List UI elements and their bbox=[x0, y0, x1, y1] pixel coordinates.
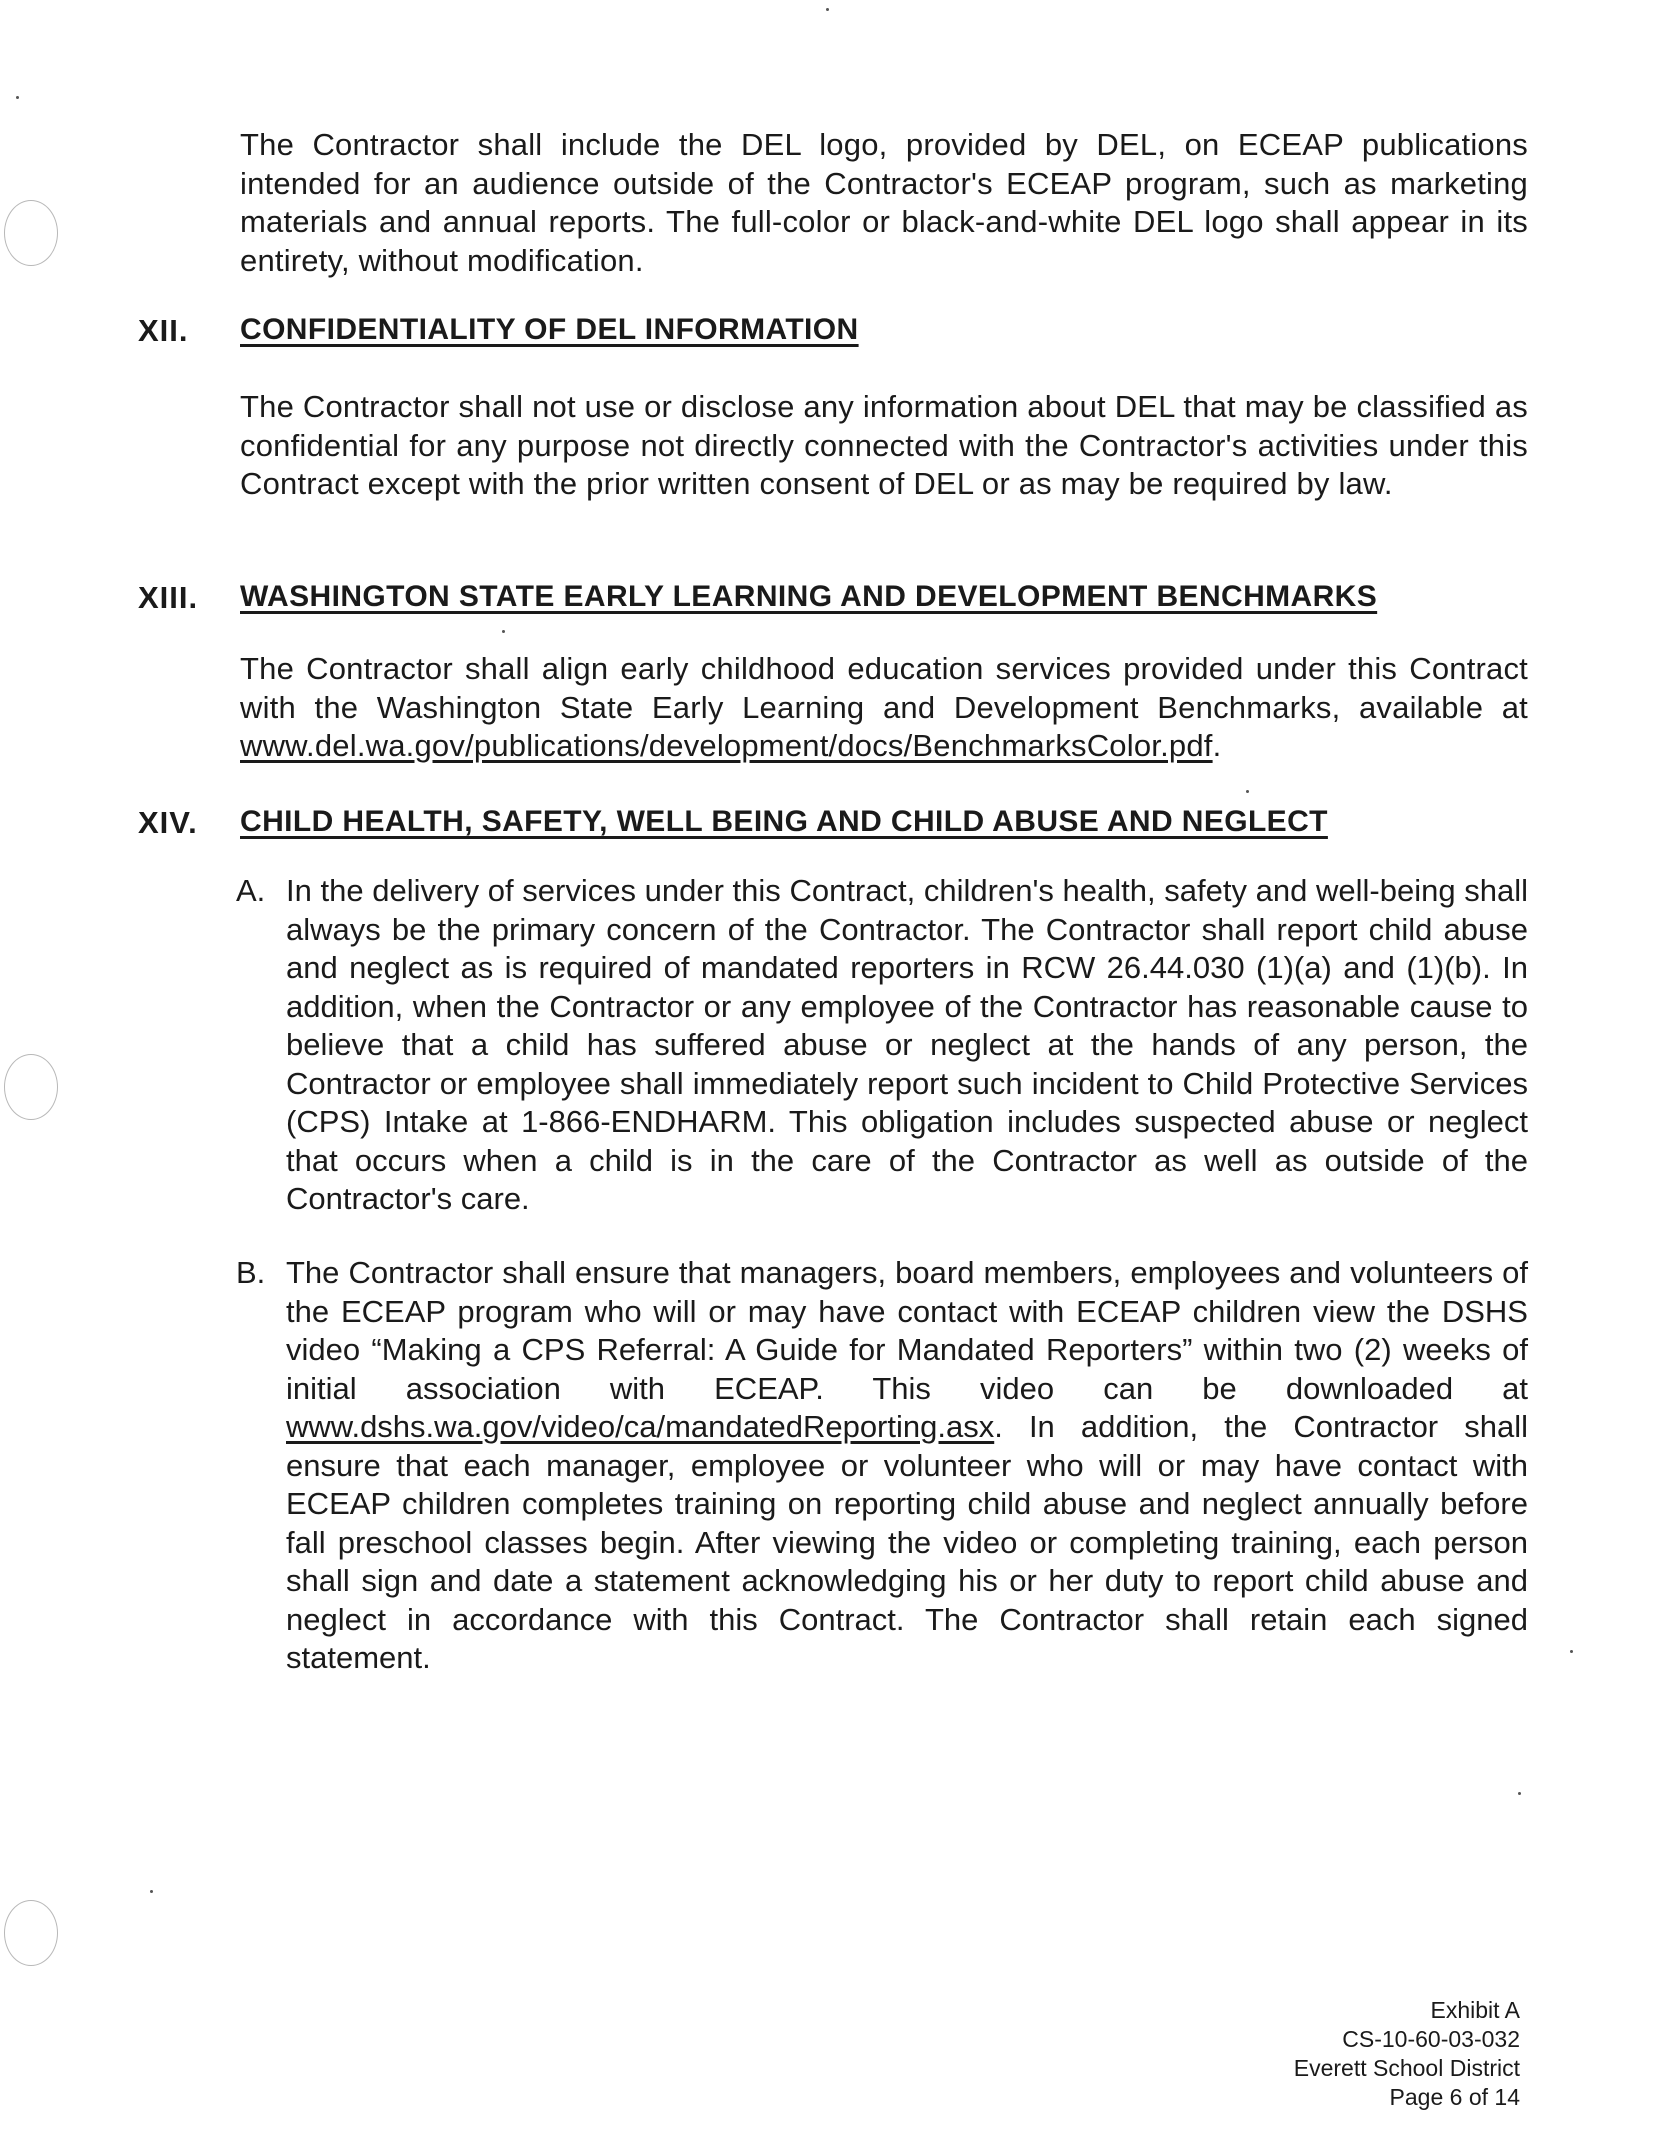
footer-page-number: Page 6 of 14 bbox=[1389, 2084, 1520, 2110]
list-item-a-text: In the delivery of services under this Contract, children's health, safety and well-being shall always be the primary concern of the Contractor. The Contractor shall report child abuse and neglect as is required of mandated reporters in RCW 26.44.030 (1)(a) and (1)(b). In addition, when the Contractor or any employee of the Contractor has reasonable cause to believe that a child has suffered abuse or neglect at the hands of any person, the Contractor or employee shall immediately report such incident to Child Protective Services (CPS) Intake at 1-866-ENDHARM. This obligation includes suspected abuse or neglect that occurs when a child is in the care of the Contractor as well as outside of the Contractor's care. bbox=[286, 873, 1528, 1216]
section-title-benchmarks: WASHINGTON STATE EARLY LEARNING AND DEVELOPMENT BENCHMARKS bbox=[240, 580, 1378, 613]
list-item-b-text-start: The Contractor shall ensure that managers, board members, employees and volunteers of the ECEAP program who will or may have contact with ECEAP children view the DSHS video “Making a CPS Referral: A Guide for Mandated Reporters” within two (2) weeks of initial association with ECEAP. This video can be downloaded at bbox=[286, 1255, 1528, 1406]
benchmarks-text: The Contractor shall align early childhood education services provided under this Contract with the Washington State Early Learning and Development Benchmarks, available at bbox=[240, 651, 1528, 725]
scan-speck bbox=[502, 630, 505, 633]
footer-exhibit: Exhibit A bbox=[1430, 1997, 1520, 2023]
list-item-b-text-end: . In addition, the Contractor shall ensure that each manager, employee or volunteer who will or may have contact with ECEAP children completes training on reporting child abuse and neglect annually before fall preschool classes begin. After viewing the video or completing training, each person shall sign and date a statement acknowledging his or her duty to report child abuse and neglect in accordance with this Contract. The Contractor shall retain each signed statement. bbox=[286, 1409, 1528, 1675]
list-item-b-text bbox=[286, 1254, 1528, 1678]
scan-speck bbox=[1570, 1650, 1573, 1653]
scan-speck bbox=[826, 8, 829, 11]
section-title-child-health: CHILD HEALTH, SAFETY, WELL BEING AND CHILD ABUSE AND NEGLECT bbox=[240, 805, 1328, 838]
punch-hole-bottom bbox=[4, 1900, 58, 1966]
scan-speck bbox=[1518, 1792, 1521, 1795]
video-link[interactable]: www.dshs.wa.gov/video/ca/mandatedReporting.asx bbox=[286, 1409, 995, 1444]
punch-hole-top bbox=[4, 200, 58, 266]
benchmarks-paragraph bbox=[240, 650, 1528, 766]
section-number-xii: XII. bbox=[138, 313, 189, 348]
scan-speck bbox=[16, 96, 19, 99]
footer-district: Everett School District bbox=[1293, 2055, 1520, 2081]
scan-speck bbox=[1246, 790, 1249, 793]
section-title-confidentiality: CONFIDENTIALITY OF DEL INFORMATION bbox=[240, 313, 859, 346]
list-item-a bbox=[236, 872, 1528, 1219]
section-number-xiv: XIV. bbox=[138, 805, 198, 840]
list-item-a-label: A. bbox=[236, 873, 266, 908]
scan-speck bbox=[150, 1890, 153, 1893]
page-footer bbox=[1294, 1996, 1520, 2112]
benchmarks-text-end: . bbox=[1212, 728, 1222, 763]
benchmarks-link[interactable]: www.del.wa.gov/publications/development/docs/BenchmarksColor.pdf bbox=[240, 728, 1213, 763]
section-number-xiii: XIII. bbox=[138, 580, 199, 615]
list-item-b bbox=[236, 1254, 1528, 1678]
list-item-b-label: B. bbox=[236, 1255, 266, 1290]
intro-paragraph: The Contractor shall include the DEL logo, provided by DEL, on ECEAP publications intended for an audience outside of the Contractor's ECEAP program, such as marketing materials and annual reports. The full-color or black-and-white DEL logo shall appear in its entirety, without modification. bbox=[240, 127, 1528, 278]
footer-contract-number: CS-10-60-03-032 bbox=[1342, 2026, 1520, 2052]
punch-hole-middle bbox=[4, 1054, 58, 1120]
confidentiality-paragraph: The Contractor shall not use or disclose any information about DEL that may be classified as confidential for any purpose not directly connected with the Contractor's activities under this Contract except with the prior written consent of DEL or as may be required by law. bbox=[240, 389, 1528, 501]
